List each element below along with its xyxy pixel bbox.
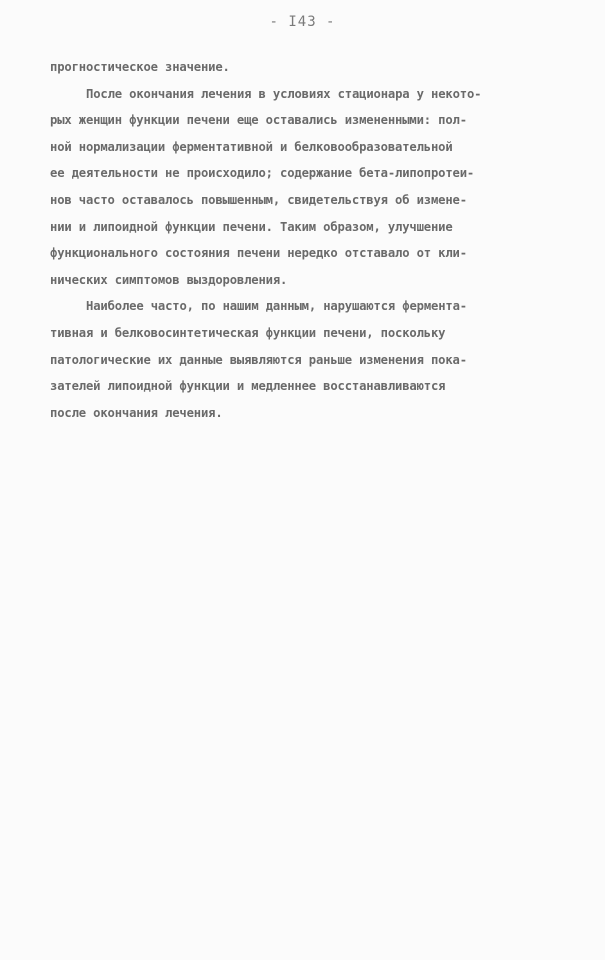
text-line: нии и липоидной функции печени. Таким образом, улучшение: [50, 219, 453, 234]
text-line: нов часто оставалось повышенным, свидетельствуя об измене-: [50, 192, 467, 207]
text-line: рых женщин функции печени еще оставались измененными: пол-: [50, 113, 467, 128]
text-line: после окончания лечения.: [50, 405, 223, 420]
body-text: [50, 54, 570, 426]
text-line: функционального состояния печени нередко отставало от кли-: [50, 246, 467, 261]
text-line: прогностическое значение.: [50, 60, 230, 74]
page-number: - I43 -: [269, 14, 336, 30]
text-line: нических симптомов выздоровления.: [50, 272, 288, 287]
text-line: ной нормализации ферментативной и белковообразовательной: [50, 139, 453, 154]
text-line: ее деятельности не происходило; содержание бета-липопротеи-: [50, 166, 475, 181]
paragraph-start-line: После окончания лечения в условиях стационара у некото-: [86, 86, 482, 101]
text-line: тивная и белковосинтетическая функции печени, поскольку: [50, 325, 446, 340]
paragraph-start-line: Наиболее часто, по нашим данным, нарушаются фермента-: [86, 299, 467, 314]
text-line: патологические их данные выявляются раньше изменения пока-: [50, 352, 467, 367]
text-line: зателей липоидной функции и медленнее восстанавливаются: [50, 379, 446, 394]
